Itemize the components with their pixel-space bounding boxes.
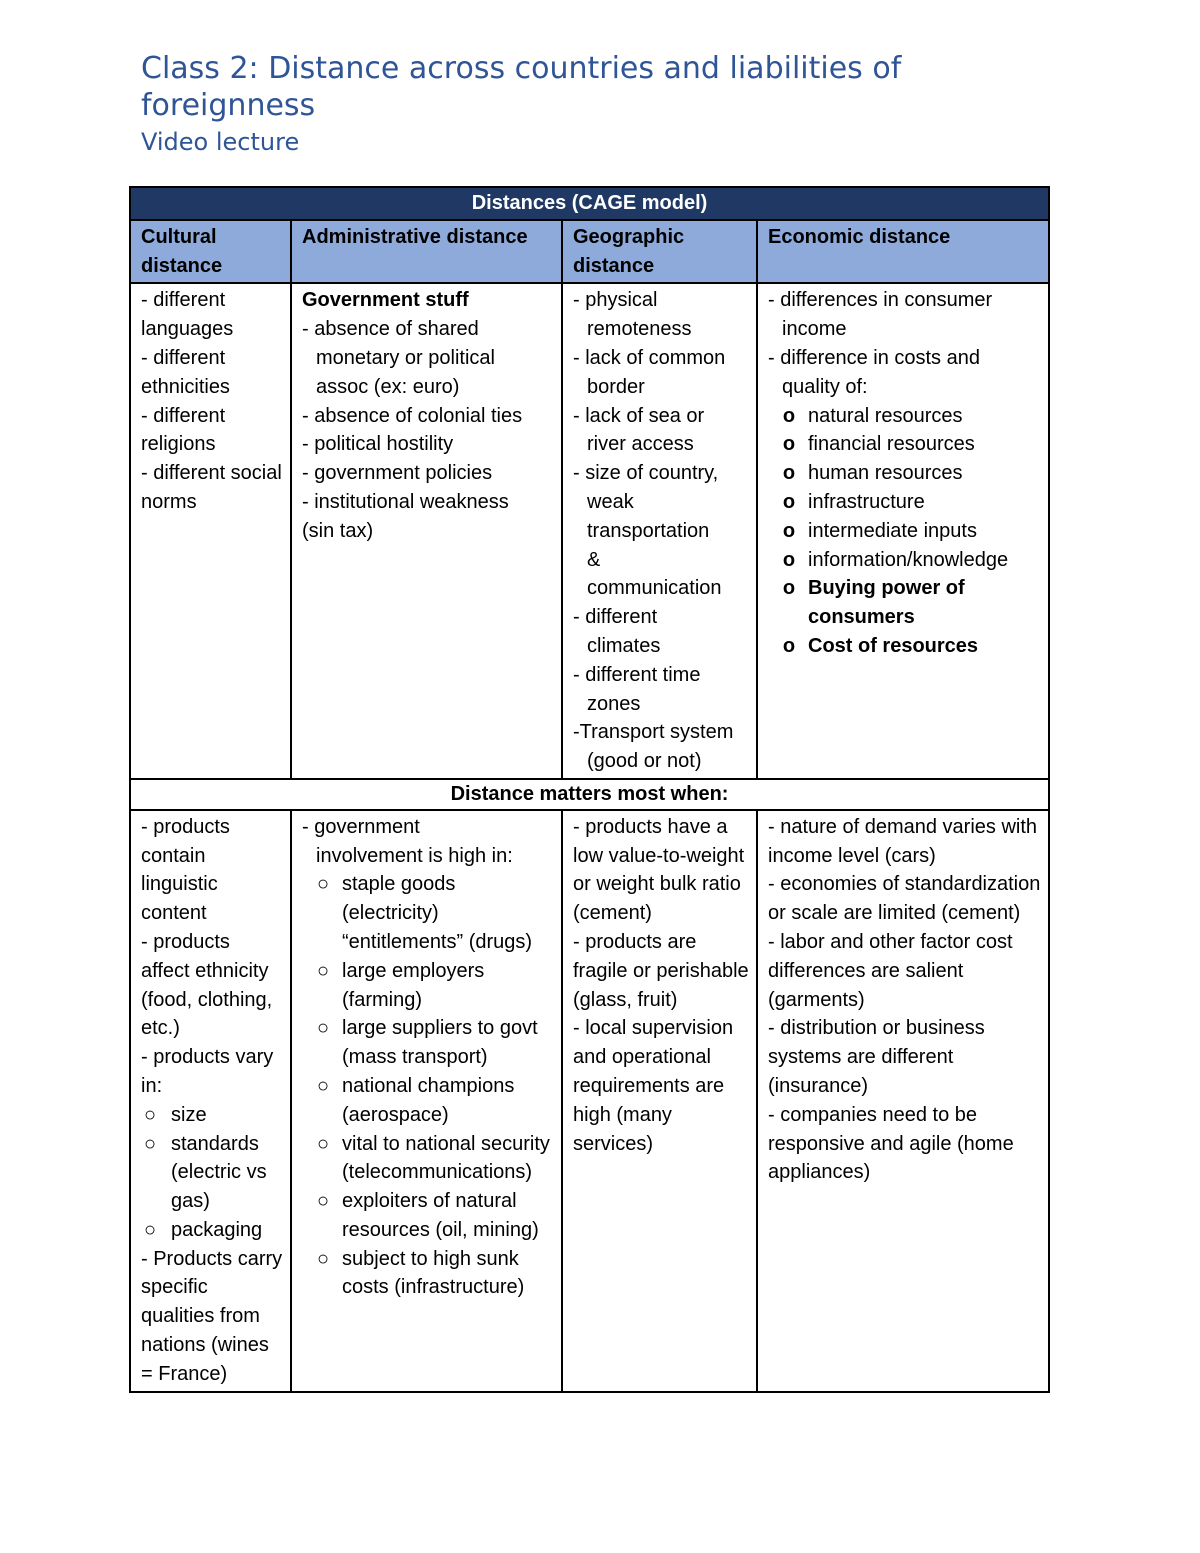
economic-condition: - companies need to be responsive and agile (home appliances) [768, 1103, 1014, 1184]
cultural-factors-cell [130, 283, 291, 779]
circle-bullet-icon: ○ [316, 1017, 330, 1040]
administrative-lead: Government stuff [302, 289, 469, 312]
list-item [768, 430, 1042, 459]
administrative-factors-cell [291, 283, 562, 779]
distance-matters-row [130, 810, 1049, 1392]
circle-bullet-icon: o [782, 519, 796, 542]
geographic-factor: transportation [587, 519, 710, 542]
cultural-factor: - different ethnicities [141, 346, 230, 398]
economic-resource: infrastructure [808, 490, 925, 513]
geographic-factor: - lack of sea or [573, 404, 705, 427]
geographic-factor: climates [587, 634, 661, 657]
administrative-factor: (sin tax) [302, 519, 374, 542]
column-header-geographic: Geographic distance [562, 220, 757, 284]
table-title-row [130, 187, 1049, 220]
circle-bullet-icon: ○ [316, 1132, 330, 1155]
page-subtitle: Video lecture [141, 128, 300, 156]
cultural-condition: - products affect ethnicity (food, clothing, etc.) [141, 930, 273, 1040]
geographic-factor: - lack of common [573, 346, 726, 369]
geographic-condition: - products have a low value-to-weight or weight bulk ratio (cement) [573, 815, 745, 925]
administrative-factor: monetary or political [316, 346, 495, 369]
involvement-area: subject to high sunk costs (infrastructure) [342, 1247, 525, 1299]
administrative-factor: - absence of colonial ties [302, 404, 523, 427]
geographic-matters-cell [562, 810, 757, 1392]
administrative-factor: assoc (ex: euro) [316, 375, 460, 398]
economic-resource: financial resources [808, 433, 975, 456]
administrative-factor: - institutional weakness [302, 490, 509, 513]
administrative-matters-cell [291, 810, 562, 1392]
circle-bullet-icon: ○ [143, 1218, 157, 1241]
cultural-factor: - different languages [141, 289, 234, 341]
circle-bullet-icon: ○ [143, 1103, 157, 1126]
circle-bullet-icon: o [782, 433, 796, 456]
economic-factor: income [782, 318, 847, 341]
circle-bullet-icon: o [782, 404, 796, 427]
circle-bullet-icon: ○ [316, 873, 330, 896]
list-item [302, 1187, 555, 1245]
geographic-factor: - different time [573, 663, 701, 686]
circle-bullet-icon: o [782, 577, 796, 600]
geographic-factor: river access [587, 433, 694, 456]
involvement-area: staple goods (electricity) “entitlements” (drugs) [342, 873, 533, 953]
geographic-factor: - different [573, 606, 658, 629]
list-item [302, 957, 555, 1015]
list-item [141, 1101, 284, 1130]
product-variation: standards (electric vs gas) [171, 1132, 267, 1213]
administrative-factor: - government policies [302, 462, 493, 485]
geographic-factor: weak [587, 490, 634, 513]
geographic-factor: - size of country, [573, 462, 719, 485]
government-involvement-list [302, 870, 555, 1302]
economic-resource: intermediate inputs [808, 519, 977, 542]
column-header-row [130, 220, 1049, 284]
column-header-cultural: Cultural distance [130, 220, 291, 284]
list-item [302, 1130, 555, 1188]
economic-matters-cell [757, 810, 1049, 1392]
list-item [768, 517, 1042, 546]
circle-bullet-icon: o [782, 634, 796, 657]
cultural-matters-cell [130, 810, 291, 1392]
list-item [768, 574, 1042, 632]
geographic-factor: border [587, 375, 645, 398]
geographic-condition: - products are fragile or perishable (glass, fruit) [573, 930, 749, 1011]
geographic-factor: remoteness [587, 318, 692, 341]
geographic-factor: (good or not) [587, 750, 702, 773]
circle-bullet-icon: ○ [316, 1190, 330, 1213]
economic-condition: - economies of standardization or scale are limited (cement) [768, 873, 1041, 925]
cultural-condition: - products contain linguistic content [141, 815, 230, 925]
list-item [141, 1130, 284, 1216]
list-item [302, 1072, 555, 1130]
column-header-administrative: Administrative distance [291, 220, 562, 284]
geographic-factor: zones [587, 692, 641, 715]
list-item [302, 870, 555, 956]
involvement-area: national champions (aerospace) [342, 1074, 515, 1126]
section-header: Distance matters most when: [130, 779, 1049, 810]
circle-bullet-icon: ○ [316, 1074, 330, 1097]
list-item [302, 1245, 555, 1303]
list-item [768, 488, 1042, 517]
economic-resource: information/knowledge [808, 548, 1009, 571]
circle-bullet-icon: o [782, 462, 796, 485]
economic-resource: Buying power of consumers [808, 577, 965, 629]
cage-model-table [129, 186, 1050, 1393]
section-header-row [130, 779, 1049, 810]
involvement-area: large suppliers to govt (mass transport) [342, 1017, 538, 1069]
list-item [768, 402, 1042, 431]
economic-condition: - labor and other factor cost differences are salient (garments) [768, 930, 1013, 1011]
administrative-factor: - political hostility [302, 433, 454, 456]
cultural-condition: - products vary in: [141, 1046, 274, 1097]
circle-bullet-icon: o [782, 490, 796, 513]
page-title: Class 2: Distance across countries and liabilities of foreignness [141, 51, 902, 123]
economic-factor: - difference in costs and [768, 346, 980, 369]
involvement-area: exploiters of natural resources (oil, mining) [342, 1190, 539, 1241]
list-item [141, 1216, 284, 1245]
circle-bullet-icon: ○ [143, 1132, 157, 1155]
cultural-factor: - different social norms [141, 462, 282, 513]
administrative-condition: involvement is high in: [316, 844, 513, 867]
geographic-factor: - physical [573, 289, 658, 312]
economic-resource: natural resources [808, 404, 963, 427]
cultural-condition: - Products carry specific qualities from nations (wines = France) [141, 1247, 283, 1385]
geographic-factor: communication [587, 577, 722, 600]
involvement-area: vital to national security (telecommunications) [342, 1132, 550, 1184]
economic-resource: Cost of resources [808, 634, 979, 657]
product-variation: size [171, 1103, 207, 1126]
economic-condition: - nature of demand varies with income level (cars) [768, 815, 1038, 867]
economic-resource: human resources [808, 462, 963, 485]
administrative-condition: - government [302, 815, 420, 838]
geographic-factors-cell [562, 283, 757, 779]
distance-factors-row [130, 283, 1049, 779]
administrative-factor: - absence of shared [302, 318, 479, 341]
list-item [768, 632, 1042, 661]
circle-bullet-icon: ○ [316, 1247, 330, 1270]
product-variation: packaging [171, 1218, 263, 1241]
list-item [768, 546, 1042, 575]
geographic-condition: - local supervision and operational requirements are high (many services) [573, 1017, 734, 1155]
economic-factors-cell [757, 283, 1049, 779]
cultural-factor: - different religions [141, 404, 226, 456]
economic-factor: - differences in consumer [768, 289, 993, 312]
circle-bullet-icon: ○ [316, 959, 330, 982]
geographic-factor: -Transport system [573, 721, 734, 744]
table-title: Distances (CAGE model) [130, 187, 1049, 220]
circle-bullet-icon: o [782, 548, 796, 571]
list-item [302, 1014, 555, 1072]
economic-condition: - distribution or business systems are different (insurance) [768, 1017, 985, 1097]
economic-resource-list [768, 402, 1042, 661]
product-variation-list [141, 1101, 284, 1245]
column-header-economic: Economic distance [757, 220, 1049, 284]
involvement-area: large employers (farming) [342, 959, 485, 1011]
geographic-factor: & [587, 548, 601, 571]
list-item [768, 459, 1042, 488]
economic-factor: quality of: [782, 375, 868, 398]
